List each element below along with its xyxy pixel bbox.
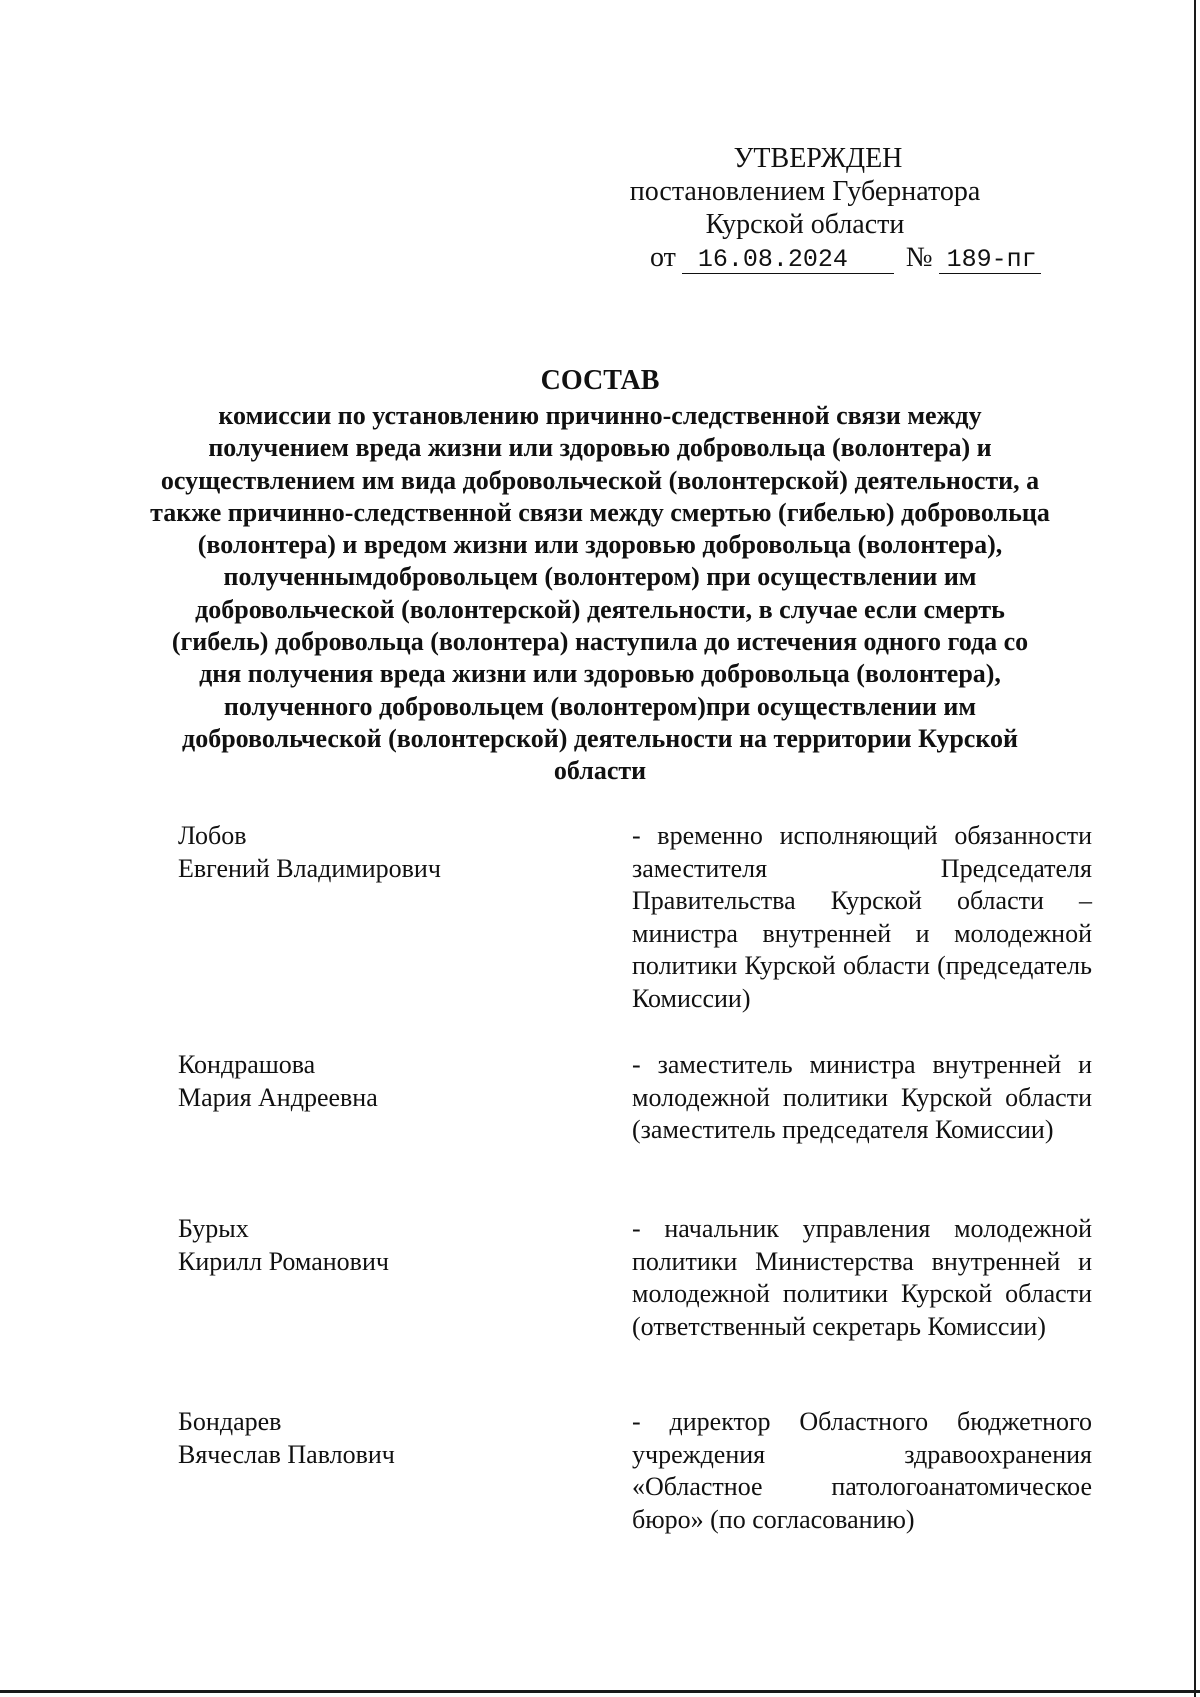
decree-date: 16.08.2024 [682, 247, 894, 274]
member-name [178, 1049, 598, 1114]
scan-edge-right [1194, 0, 1196, 1697]
approval-title: УТВЕРЖДЕН [733, 143, 903, 174]
approval-decree-line: постановлением Губернатора [629, 176, 981, 207]
document-title: СОСТАВ [540, 365, 660, 396]
approval-date-number-line [560, 241, 1050, 274]
number-prefix: № [905, 242, 933, 273]
approval-region-line: Курской области [705, 209, 905, 240]
member-name [178, 1213, 598, 1278]
member-surname: Кондрашова [178, 1050, 316, 1079]
member-surname: Бондарев [178, 1407, 282, 1436]
date-prefix: от [650, 242, 676, 273]
member-role: - временно исполняющий обязанности заместителя Председателя Правительства Курской области – министра внутренней и молодежной политики Курской области (председатель Комиссии) [632, 821, 1092, 1013]
member-given-names: Евгений Владимирович [178, 853, 441, 883]
member-given-names: Мария Андреевна [178, 1082, 378, 1112]
member-name [178, 1406, 598, 1471]
member-name [178, 820, 598, 885]
member-role: - заместитель министра внутренней и молодежной политики Курской области (заместитель председателя Комиссии) [632, 1050, 1092, 1144]
member-surname: Лобов [178, 821, 247, 850]
member-given-names: Кирилл Романович [178, 1246, 389, 1276]
document-subtitle: комиссии по установлению причинно-следственной связи между получением вреда жизни или здоровью добровольца (волонтера) и осуществлением им вида добровольческой (волонтерской) деятельности, а также причинно-следственной связи между смертью (гибелью) добровольца (волонтера) и вредом жизни или здоровью добровольца (волонтера), полученнымдобровольцем (волонтером) при осуществлении им добровольческой (волонтерской) деятельности, в случае если смерть (гибель) добровольца (волонтера) наступила до истечения одного года со дня получения вреда жизни или здоровью добровольца (волонтера), полученного добровольцем (волонтером)при осуществлении им добровольческой (волонтерской) деятельности на территории Курской области [150, 401, 1050, 786]
decree-number: 189-пг [939, 247, 1041, 274]
approval-stamp-block [560, 142, 1050, 274]
scan-edge-bottom [0, 1690, 1200, 1693]
member-given-names: Вячеслав Павлович [178, 1439, 395, 1469]
member-role: - директор Областного бюджетного учреждения здравоохранения «Областное патологоанатомическое бюро» (по согласованию) [632, 1407, 1092, 1534]
member-surname: Бурых [178, 1214, 249, 1243]
member-role: - начальник управления молодежной политики Министерства внутренней и молодежной политики Курской области (ответственный секретарь Комиссии) [632, 1214, 1092, 1341]
